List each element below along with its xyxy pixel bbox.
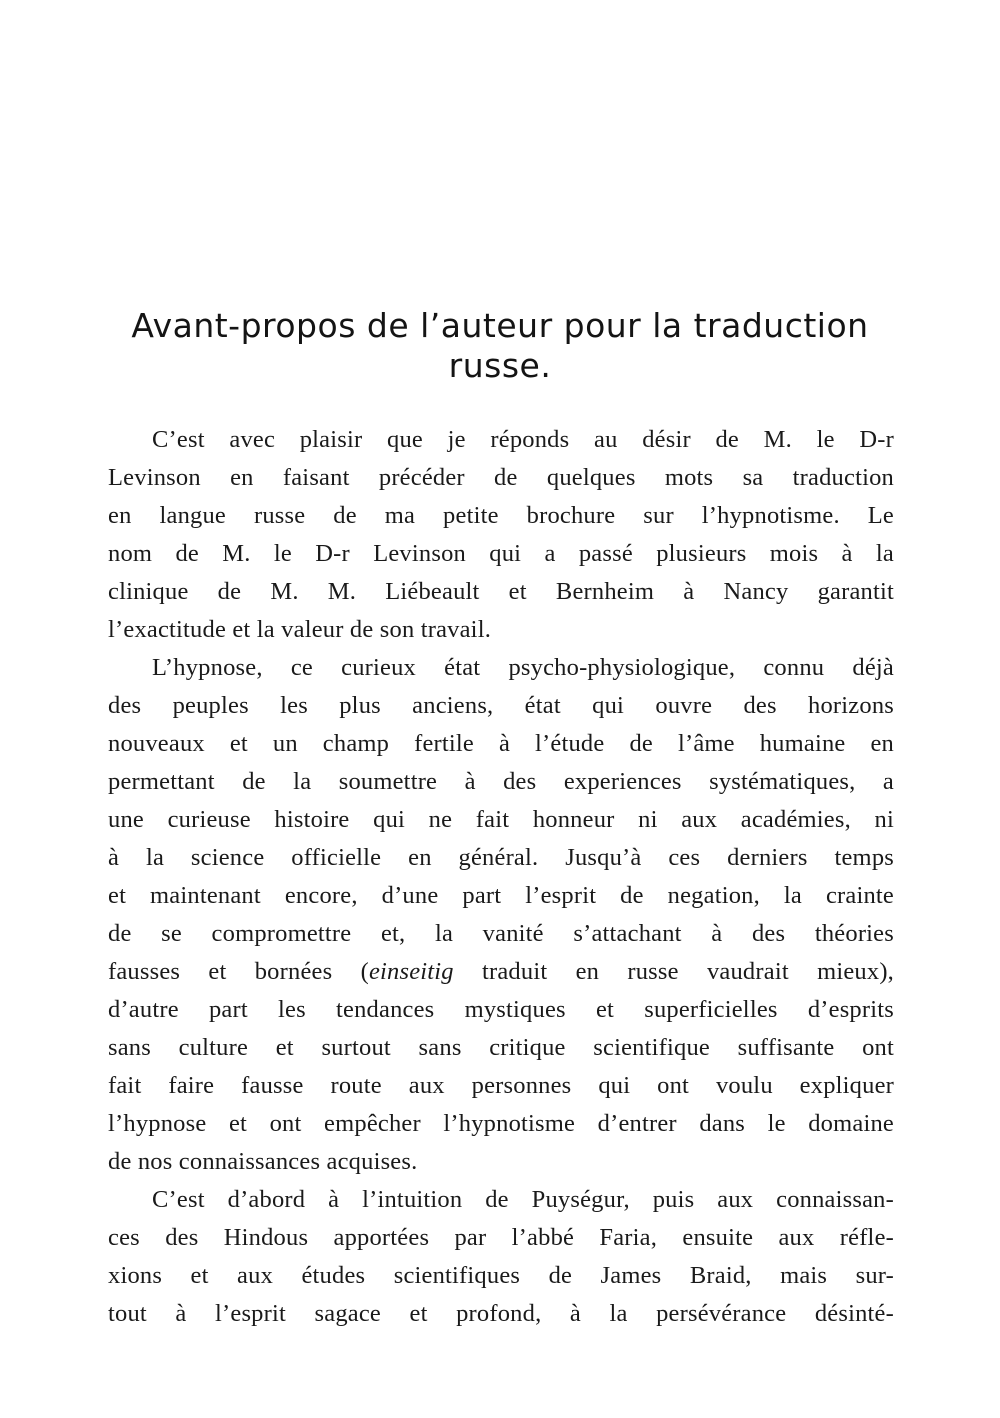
text-line: L’hypnose, ce curieux état psycho-physiologique, connu déjà xyxy=(152,654,894,681)
text-line: une curieuse histoire qui ne fait honneur ni aux académies, ni xyxy=(108,806,894,833)
text-line: l’exactitude et la valeur de son travail. xyxy=(108,616,492,643)
text-line: xions et aux études scientifiques de James Braid, mais sur- xyxy=(108,1262,894,1289)
text-line: et maintenant encore, d’une part l’esprit de negation, la crainte xyxy=(108,882,894,909)
text-line: Levinson en faisant précéder de quelques mots sa traduction xyxy=(108,464,894,491)
text-line: fait faire fausse route aux personnes qui ont voulu expliquer xyxy=(108,1072,894,1099)
paragraph-2 xyxy=(108,649,894,1181)
title-line-1: Avant-propos de l’auteur pour la traduction xyxy=(131,306,869,345)
text-segment: traduit en russe vaudrait mieux), xyxy=(453,958,894,985)
text-segment: fausses et bornées ( xyxy=(108,958,369,985)
paragraph-3 xyxy=(108,1181,894,1333)
text-line: de se compromettre et, la vanité s’attachant à des théories xyxy=(108,920,894,947)
text-line-with-italic xyxy=(108,953,894,991)
text-line: nom de M. le D-r Levinson qui a passé plusieurs mois à la xyxy=(108,540,894,567)
text-line: ces des Hindous apportées par l’abbé Faria, ensuite aux réfle- xyxy=(108,1224,894,1251)
body-text xyxy=(108,421,894,1333)
text-line: tout à l’esprit sagace et profond, à la persévérance désinté- xyxy=(108,1300,894,1327)
text-line: permettant de la soumettre à des experiences systématiques, a xyxy=(108,768,894,795)
text-line: l’hypnose et ont empêcher l’hypnotisme d’entrer dans le domaine xyxy=(108,1110,894,1137)
text-line: sans culture et surtout sans critique scientifique suffisante ont xyxy=(108,1034,894,1061)
text-line: C’est d’abord à l’intuition de Puységur, puis aux connaissan- xyxy=(152,1186,894,1213)
text-line: en langue russe de ma petite brochure sur l’hypnotisme. Le xyxy=(108,502,894,529)
title-line-2: russe. xyxy=(448,346,552,385)
text-line: nouveaux et un champ fertile à l’étude de l’âme humaine en xyxy=(108,730,894,757)
paragraph-1 xyxy=(108,421,894,649)
text-line: des peuples les plus anciens, état qui ouvre des horizons xyxy=(108,692,894,719)
text-line: à la science officielle en général. Jusqu’à ces derniers temps xyxy=(108,844,894,871)
page-title xyxy=(100,306,900,386)
text-line: de nos connaissances acquises. xyxy=(108,1148,418,1175)
text-line: C’est avec plaisir que je réponds au désir de M. le D-r xyxy=(152,426,894,453)
italic-term: einseitig xyxy=(368,958,454,985)
text-line: d’autre part les tendances mystiques et superficielles d’esprits xyxy=(108,996,894,1023)
text-line: clinique de M. M. Liébeault et Bernheim à Nancy garantit xyxy=(108,578,894,605)
